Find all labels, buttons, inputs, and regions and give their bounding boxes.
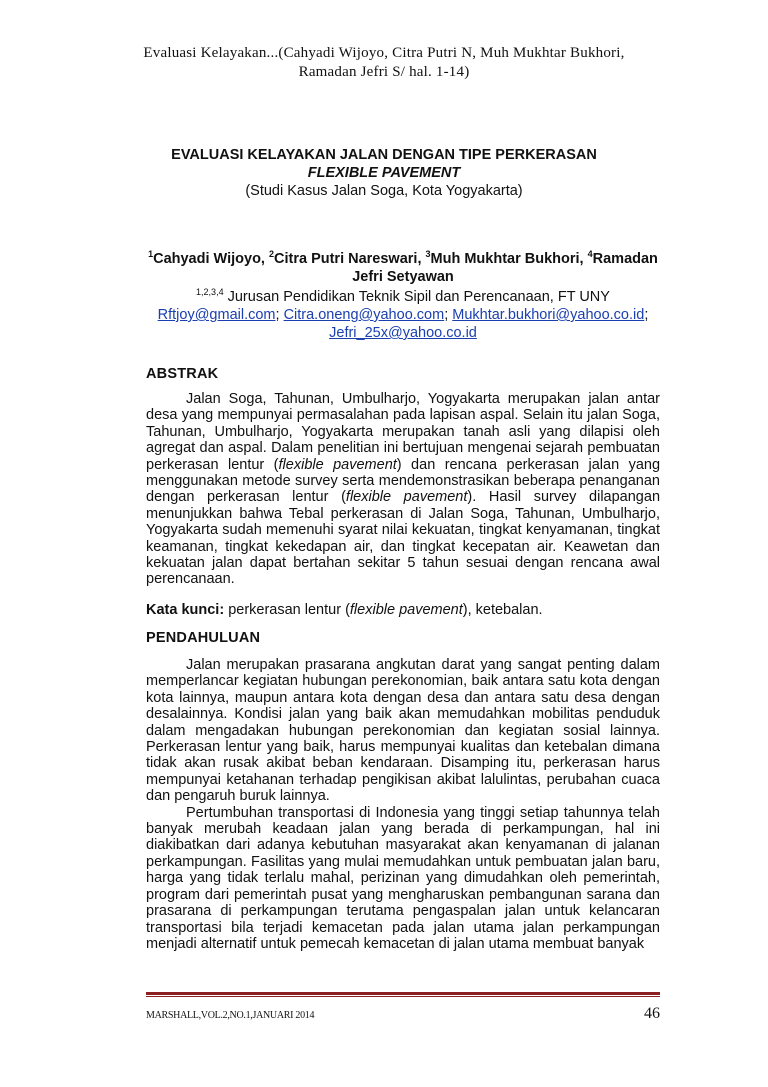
affiliation xyxy=(146,288,660,306)
email-list xyxy=(146,306,660,342)
abstract-paragraph xyxy=(146,391,660,588)
author-4-marker: 4 xyxy=(587,249,593,259)
email-separator: ; xyxy=(444,307,453,323)
author-2-name: Citra Putri Nareswari, xyxy=(274,251,422,267)
email-separator-end: ; xyxy=(644,307,649,323)
email-separator: ; xyxy=(275,307,284,323)
abstract-italic-2: flexible pavement xyxy=(345,489,468,506)
footer-divider xyxy=(146,992,660,995)
running-header-line-2: Ramadan Jefri S/ hal. 1-14) xyxy=(298,64,470,80)
introduction-heading: PENDAHULUAN xyxy=(146,630,261,646)
keywords-italic: flexible pavement xyxy=(349,602,463,618)
email-link-2[interactable]: Citra.oneng@yahoo.com xyxy=(283,307,445,323)
affiliation-marker: 1,2,3,4 xyxy=(196,287,224,297)
running-header xyxy=(0,44,768,82)
author-2-marker: 2 xyxy=(268,249,274,259)
author-3-name: Muh Mukhtar Bukhori, xyxy=(430,251,584,267)
introduction-paragraph-2: Pertumbuhan transportasi di Indonesia yang tinggi setiap tahunnya telah banyak merubah keadaan jalan yang berada di perkampungan, hal ini diakibatkan dari adanya kebutuhan masyarakat akan kenyamanan di jalanan perkampungan. Fasilitas yang mulai memudahkan untuk pembuatan jalan baru, harga yang tidak terlalu mahal, perizinan yang dimudahkan oleh pemerintah, program dari pemerintah pusat yang mengharuskan pembangunan sarana dan prasarana di perkampungan terutama pengaspalan jalan untuk kelancaran transportasi bila terjadi kemacetan pada jalan utama jalan perkampungan menjadi alternatif untuk pemecah kemacetan di jalan utama membuat banyak xyxy=(146,804,660,952)
footer-journal-info: MARSHALL,VOL.2,NO.1,JANUARI 2014 xyxy=(146,1010,315,1021)
page-number: 46 xyxy=(644,1005,660,1022)
abstract-text-3: ). Hasil survey dilapangan menunjukkan bahwa Tebal perkerasan di Jalan Soga, Tahunan, Umbulharjo, Yogyakarta sudah memenuhi syarat nilai kekuatan, tingkat kenyamanan, tingkat keamanan, tingkat kekedapan air, dan tingkat kecepatan air. Keawetan dan kekuatan jalan dapat bertahan sekitar 5 tahun sesuai dengan rencana awal perencanaan. xyxy=(146,489,661,588)
abstract-heading: ABSTRAK xyxy=(146,366,219,382)
running-header-line-1: Evaluasi Kelayakan...(Cahyadi Wijoyo, Citra Putri N, Muh Mukhtar Bukhori, xyxy=(143,45,625,61)
author-1-name: Cahyadi Wijoyo, xyxy=(153,251,265,267)
introduction-body xyxy=(146,657,660,952)
abstract-italic-1: flexible pavement xyxy=(278,456,397,473)
abstract-text-1: Jalan Soga, Tahunan, Umbulharjo, Yogyakarta merupakan jalan antar desa yang mempunyai permasalahan pada lapisan aspal. Selain itu jalan Soga, Tahunan, Umbulharjo, Yogyakarta merupakan tanah asli yang dilapisi oleh agregat dan aspal. Dalam penelitian ini bertujuan mengenai sejarah pembuatan perkerasan lentur ( xyxy=(146,391,660,473)
author-1-marker: 1 xyxy=(148,249,154,259)
introduction-paragraph-1: Jalan merupakan prasarana angkutan darat yang sangat penting dalam memperlancar kegiatan hubungan perekonomian, baik antara satu kota dengan kota lainnya, maupun antara kota dengan desa dan antara satu desa dengan desalainnya. Kondisi jalan yang baik akan memudahkan mobilitas penduduk dalam mengadakan hubungan perekonomian dan kegiatan sosial lainnya. Perkerasan lentur yang baik, harus mempunyai kualitas dan ketebalan dimana tidak akan rusak akibat beban kendaraan. Disamping itu, perkerasan harus mempunyai ketahanan terhadap pengikisan akibat lalulintas, perubahan cuaca dan pengaruh buruk lainnya. xyxy=(146,657,660,805)
author-3-marker: 3 xyxy=(425,249,431,259)
keywords-text-2: ), ketebalan. xyxy=(462,602,543,618)
email-link-3[interactable]: Mukhtar.bukhori@yahoo.co.id xyxy=(452,307,645,323)
paper-subtitle: (Studi Kasus Jalan Soga, Kota Yogyakarta) xyxy=(245,183,523,199)
email-link-1[interactable]: Rftjoy@gmail.com xyxy=(157,307,276,323)
authors-block xyxy=(146,250,660,342)
email-link-4[interactable]: Jefri_25x@yahoo.co.id xyxy=(329,325,477,341)
keywords-text-1: perkerasan lentur ( xyxy=(224,602,350,618)
abstract-body xyxy=(146,391,660,588)
author-4-name-cont: Jefri Setyawan xyxy=(352,269,454,285)
affiliation-text: Jurusan Pendidikan Teknik Sipil dan Perencanaan, FT UNY xyxy=(227,289,610,305)
paper-title-block xyxy=(0,146,768,200)
keywords-label: Kata kunci: xyxy=(146,602,225,618)
paper-title-italic: FLEXIBLE PAVEMENT xyxy=(307,165,461,181)
author-list xyxy=(146,250,660,286)
abstract-text-2: ) dan rencana perkerasan jalan yang menggunakan metode survey serta mendemonstrasikan beberapa penanganan dengan perkerasan lentur ( xyxy=(146,456,661,506)
paper-title: EVALUASI KELAYAKAN JALAN DENGAN TIPE PERKERASAN xyxy=(171,147,597,163)
author-4-name: Ramadan xyxy=(592,251,658,267)
keywords-line xyxy=(146,602,660,618)
